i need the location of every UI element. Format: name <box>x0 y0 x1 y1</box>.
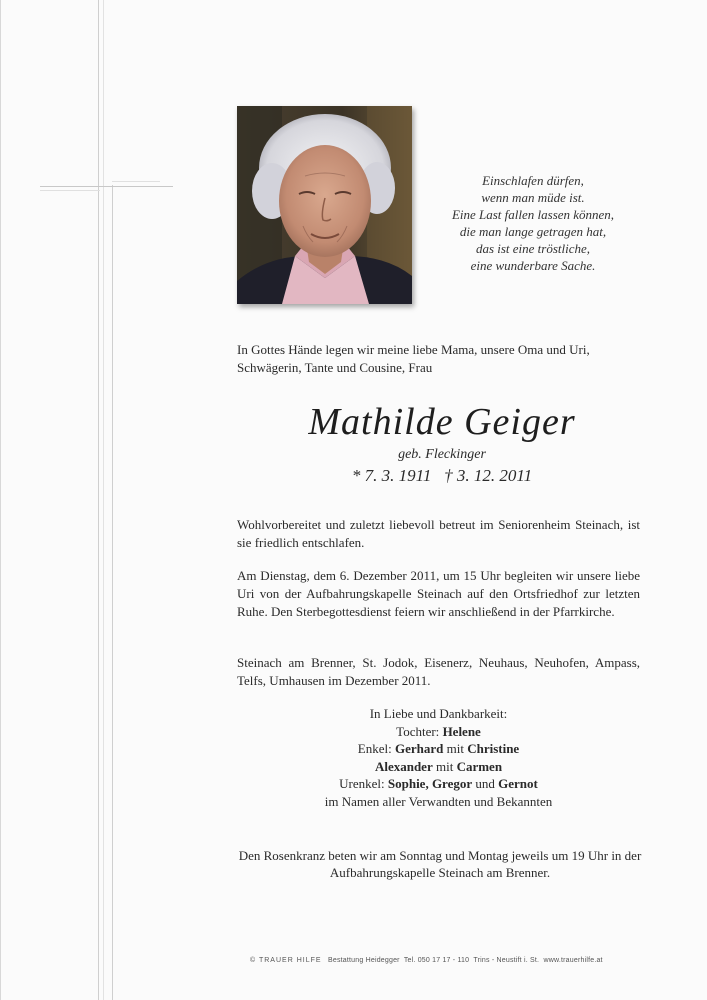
intro-text: In Gottes Hände legen wir meine liebe Mama, unsere Oma und Uri, Schwägerin, Tante und Cousine, Frau <box>237 342 590 375</box>
grandchildren-label: Enkel: <box>357 741 395 756</box>
poem-line: die man lange getragen hat, <box>459 224 607 239</box>
daughter-line <box>237 723 640 741</box>
relatives-line: im Namen aller Verwandten und Bekannten <box>324 793 553 809</box>
cross-horizontal-line-upper <box>112 181 160 182</box>
paragraph-funeral: Am Dienstag, dem 6. Dezember 2011, um 15 Uhr begleiten wir unsere liebe Uri von der Aufbahrungskapelle Steinach auf den Ortsfriedhof zur letzten Ruhe. Den Sterbegottesdienst feiern wir anschließend in der Pfarrkirche. <box>237 568 640 619</box>
daughter-name: Helene <box>442 723 481 739</box>
grandchild-name: Gerhard <box>394 741 444 756</box>
deceased-name: Mathilde Geiger <box>308 401 576 443</box>
cross-horizontal-line-shadow <box>40 190 100 191</box>
cross-horizontal-line <box>40 186 173 187</box>
poem-line: wenn man müde ist. <box>481 190 585 205</box>
rosary-notice: Den Rosenkranz beten wir am Sonntag und Montag jeweils um 19 Uhr in der Aufbahrungskapelle Steinach am Brenner. <box>238 848 642 880</box>
thanks-heading: In Liebe und Dankbarkeit: <box>369 706 508 721</box>
cross-vertical-line <box>98 0 99 1000</box>
great-grandchildren-names: Sophie, Gregor <box>387 776 473 791</box>
grandchildren-line-2 <box>237 758 640 776</box>
footer-brand: © TRAUER HILFE <box>250 957 322 964</box>
footer <box>250 957 640 964</box>
poem-line: eine wunderbare Sache. <box>470 258 596 273</box>
life-dates: * 7. 3. 1911 † 3. 12. 2011 <box>351 466 533 485</box>
paragraph-care: Wohlvorbereitet und zuletzt liebevoll betreut im Seniorenheim Steinach, ist sie friedlich entschlafen. <box>237 517 640 550</box>
great-grandchildren-label: Urenkel: <box>339 776 388 791</box>
connector-text: und <box>472 776 499 791</box>
cross-vertical-line-lower <box>112 185 113 1000</box>
paragraph-places: Steinach am Brenner, St. Jodok, Eisenerz, Neuhaus, Neuhofen, Ampass, Telfs, Umhausen im Dezember 2011. <box>237 655 640 688</box>
connector-text: mit <box>432 758 457 774</box>
maiden-name: geb. Fleckinger <box>398 447 486 462</box>
footer-contact: Bestattung Heidegger Tel. 050 17 17 - 110 Trins - Neustift i. St. www.trauerhilfe.at <box>327 957 603 964</box>
cross-vertical-line-shadow <box>103 0 104 1000</box>
portrait-photo <box>237 106 412 304</box>
great-grandchildren-line <box>237 775 640 793</box>
poem <box>418 172 648 274</box>
grandchild-name: Alexander <box>374 758 433 774</box>
great-grandchild-name: Gernot <box>498 776 538 791</box>
poem-line: das ist eine tröstliche, <box>475 241 591 256</box>
partner-name: Carmen <box>456 758 503 774</box>
mourners-list <box>237 705 640 810</box>
daughter-label: Tochter: <box>396 723 443 739</box>
poem-line: Eine Last fallen lassen können, <box>451 207 615 222</box>
grandchildren-line <box>237 740 640 758</box>
poem-line: Einschlafen dürfen, <box>482 173 584 188</box>
partner-name: Christine <box>467 741 520 756</box>
connector-text: mit <box>443 741 468 756</box>
portrait-image <box>237 106 412 304</box>
